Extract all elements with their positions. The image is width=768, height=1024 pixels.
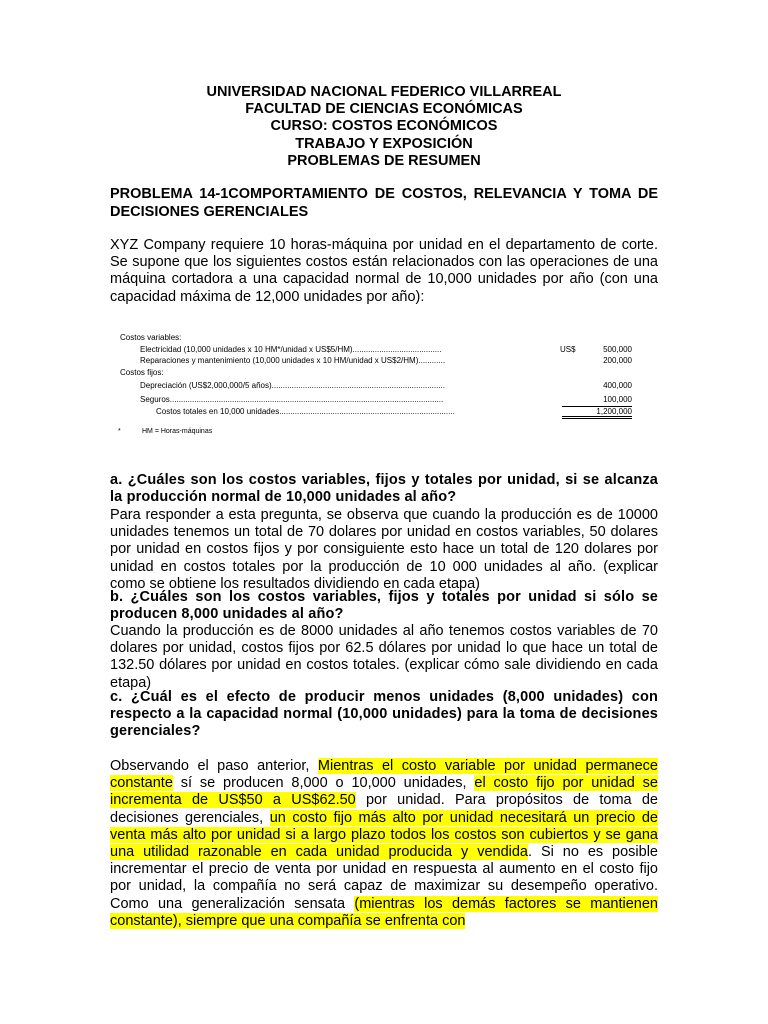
variable-costs-header: Costos variables: bbox=[120, 333, 182, 342]
question-a: a. ¿Cuáles son los costos variables, fijos y totales por unidad, si se alcanza la producción normal de 10,000 unidades al año? bbox=[110, 472, 658, 506]
currency-label: US$ bbox=[560, 344, 576, 354]
answer-c-text: Observando el paso anterior, bbox=[110, 758, 318, 774]
insurance-label: Seguros........................................................................................................................... bbox=[140, 394, 444, 404]
document-subtitle: PROBLEMAS DE RESUMEN bbox=[287, 152, 481, 169]
course-name: CURSO: COSTOS ECONÓMICOS bbox=[270, 118, 498, 135]
total-costs-amount: 1,200,000 bbox=[562, 406, 632, 419]
answer-c-text: por unidad. Para propósitos de toma de decisiones gerenciales, bbox=[110, 792, 658, 826]
answer-c-text: sí se producen 8,000 o 10,000 unidades, bbox=[172, 775, 475, 792]
electricity-amount: 500,000 bbox=[603, 344, 632, 354]
answer-c-highlight: (mientras los demás factores se mantienen constante), siempre que una compañía se enfrenta con bbox=[110, 895, 658, 929]
cost-table-row bbox=[120, 406, 640, 418]
university-name: UNIVERSIDAD NACIONAL FEDERICO VILLARREAL bbox=[206, 84, 562, 100]
depreciation-amount: 400,000 bbox=[603, 381, 632, 391]
problem-title: PROBLEMA 14-1COMPORTAMIENTO DE COSTOS, RELEVANCIA Y TOMA DE DECISIONES GERENCIALES bbox=[110, 186, 658, 220]
intro-paragraph: XYZ Company requiere 10 horas-máquina por unidad en el departamento de corte. Se supone que los siguientes costos están relacionados con las operaciones de una máquina cortadora a una capacidad normal de 10,000 unidades por año (con una capacidad máxima de 12,000 unidades por año): bbox=[110, 237, 658, 305]
insurance-amount: 100,000 bbox=[562, 394, 632, 407]
answer-c-highlight: Mientras el costo variable por unidad permanece constante bbox=[110, 758, 658, 792]
footnote-text: HM = Horas-máquinas bbox=[142, 428, 213, 435]
electricity-label: Electricidad (10,000 unidades x 10 HM*/unidad x US$5/HM)........................................ bbox=[140, 344, 442, 354]
cost-table-row bbox=[120, 380, 640, 392]
answer-c-highlight: un costo fijo más alto por unidad necesitará un precio de venta más alto por unidad si a largo plazo todos los costos son cubiertos y se gana una utilidad razonable en cada unidad producida y vendida bbox=[110, 809, 658, 861]
assignment-type: TRABAJO Y EXPOSICIÓN bbox=[295, 135, 473, 152]
fixed-costs-header: Costos fijos: bbox=[120, 367, 164, 377]
answer-c-highlight: el costo fijo por unidad se incrementa de US$50 a US$62.50 bbox=[110, 775, 658, 809]
answer-a: Para responder a esta pregunta, se observa que cuando la producción es de 10000 unidades tenemos un total de 70 dolares por unidad en costos variables, 50 dolares por unidad en costos fijos y por consiguiente esto hace un total de 120 dolares por unidad en costos totales por la producción de 10 000 unidades al año. (explicar como se obtiene los resultados dividiendo en cada etapa) bbox=[110, 507, 658, 592]
total-costs-label: Costos totales en 10,000 unidades............................................................................... bbox=[156, 406, 455, 416]
cost-table bbox=[120, 332, 640, 417]
repairs-label: Reparaciones y mantenimiento (10,000 unidades x 10 HM/unidad x US$2/HM)............ bbox=[140, 356, 446, 366]
cost-table-row bbox=[120, 344, 640, 356]
cost-table-row bbox=[120, 394, 640, 406]
question-b: b. ¿Cuáles son los costos variables, fijos y totales por unidad si sólo se producen 8,000 unidades al año? bbox=[110, 589, 658, 623]
faculty-name: FACULTAD DE CIENCIAS ECONÓMICAS bbox=[245, 101, 523, 118]
cost-table-row bbox=[120, 332, 640, 344]
depreciation-label: Depreciación (US$2,000,000/5 años).............................................................................. bbox=[140, 381, 446, 391]
answer-c bbox=[110, 758, 658, 930]
table-footnote bbox=[118, 428, 212, 435]
repairs-amount: 200,000 bbox=[603, 356, 632, 366]
footnote-mark: * bbox=[118, 428, 121, 435]
answer-b: Cuando la producción es de 8000 unidades al año tenemos costos variables de 70 dolares por unidad, costos fijos por 62.5 dólares por unidad lo que hace un total de 132.50 dólares por unidad en costos totales. (explicar cómo sale dividiendo en cada etapa) bbox=[110, 623, 658, 691]
cost-table-row bbox=[120, 367, 640, 379]
document-header bbox=[110, 84, 658, 170]
answer-c-text: . Si no es posible incrementar el precio de venta por unidad en respuesta al aumento en el costo fijo por unidad, la compañía no será capaz de maximizar su desempeño operativo. Como una generalización sensata bbox=[110, 844, 658, 912]
cost-table-row bbox=[120, 355, 640, 367]
question-c: c. ¿Cuál es el efecto de producir menos unidades (8,000 unidades) con respecto a la capacidad normal (10,000 unidades) para la toma de decisiones gerenciales? bbox=[110, 689, 658, 740]
